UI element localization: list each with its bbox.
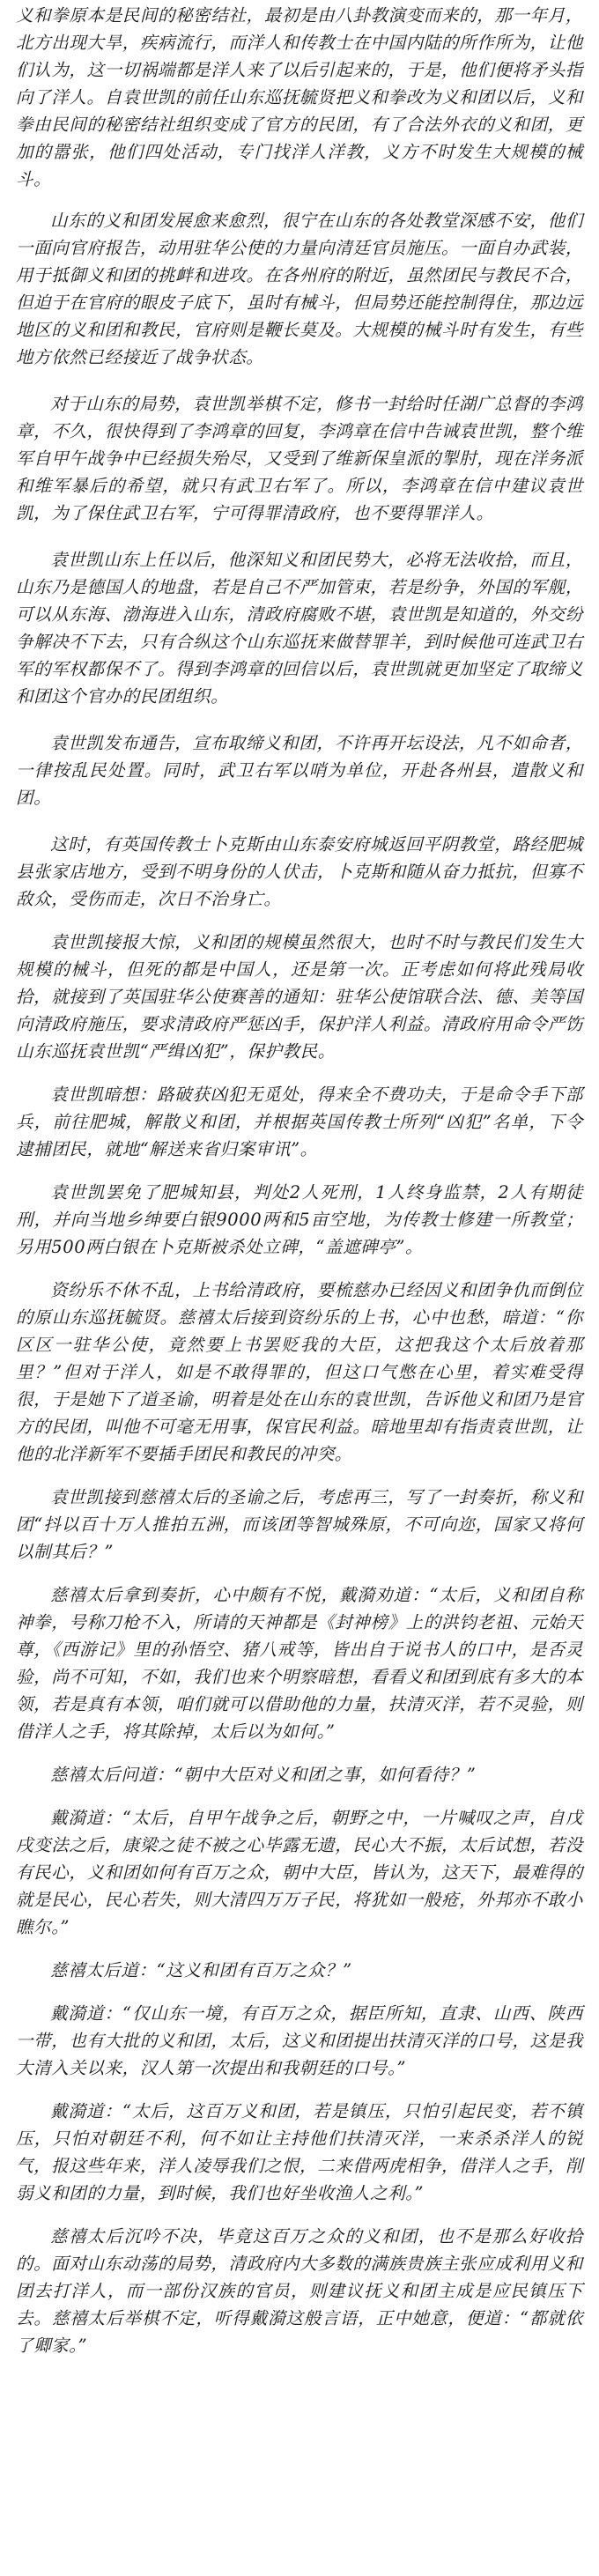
paragraph-14: 戴漪道：“太后，自甲午战争之后，朝野之中，一片喊叹之声，自戊戌变法之后，康梁之徒不被之心毕露无遗，民心大不振，太后试想，若没有民心，义和团如何有百万之众，朝中大臣，皆认为，这天下，最难得的就是民心，民心若失，则大清四万万子民，将犹如一般疮，外邦亦不敢小瞧尔。” bbox=[16, 1808, 583, 1937]
paragraph-3: 对于山东的局势，袁世凯举棋不定，修书一封给时任湖广总督的李鸿章，不久，很快得到了李鸿章的回复，李鸿章在信中告诫袁世凯，整个维军自甲午战争中已经损失殆尽，又受到了维新保皇派的掣肘，现在洋务派和维军暴后的希望，就只有武卫右军了。所以，李鸿章在信中建议袁世凯，为了保住武卫右军，宁可得罪清政府，也不要得罪洋人。 bbox=[16, 394, 583, 523]
paragraph-5: 袁世凯发布通告，宣布取缔义和团，不许再开坛设法，凡不如命者，一律按乱民处置。同时，武卫右军以哨为单位，开赴各州县，遣散义和团。 bbox=[16, 733, 583, 808]
paragraph-16: 戴漪道：“仅山东一境，有百万之众，据臣所知，直隶、山西、陕西一带，也有大批的义和团，太后，这义和团提出扶清灭洋的口号，这是我大清入关以来，汉人第一次提出和我朝廷的口号。” bbox=[16, 2003, 583, 2078]
paragraph-1: 义和拳原本是民间的秘密结社，最初是由八卦教演变而来的，那一年月，北方出现大旱，疾病流行，而洋人和传教士在中国内陆的所作所为，让他们认为，这一切祸端都是洋人来了以后引起来的，于是，他们便将矛头指向了洋人。自袁世凯的前任山东巡抚毓贤把义和拳改为义和团以后，义和拳由民间的秘密结社组织变成了官方的民团，有了合法外衣的义和团，更加的嚣张，他们四处活动，专门找洋人洋教，义方不时发生大规模的械斗。 bbox=[16, 5, 583, 189]
paragraph-6: 这时，有英国传教士卜克斯由山东泰安府城返回平阴教堂，路经肥城县张家店地方，受到不明身份的人伏击，卜克斯和随从奋力抵抗，但寡不敌众，受伤而走，次日不治身亡。 bbox=[16, 834, 583, 909]
paragraph-10: 资纷乐不休不乱，上书给清政府，要梳慈办已经因义和团争仇而倒位的原山东巡抚毓贤。慈禧太后接到资纷乐的上书，心中也愁，暗道：“你区区一驻华公使，竟然要上书罢贬我的大臣，这把我这个太后放着那里？”但对于洋人，如是不敢得罪的，但这口气憋在心里，着实难受得很，于是她下了道圣谕，明着是处在山东的袁世凯，告诉他义和团乃是官方的民团，叫他不可毫无用事，保官民利益。暗地里却有指责袁世凯，让他的北洋新军不要插手团民和教民的冲突。 bbox=[16, 1280, 583, 1464]
paragraph-7: 袁世凯接报大惊，义和团的规模虽然很大，也时不时与教民们发生大规模的械斗，但死的都是中国人，还是第一次。正考虑如何将此残局收拾，就接到了英国驻华公使赛善的通知：驻华公使馆联合法、德、美等国向清政府施压，要求清政府严惩凶手，保护洋人利益。清政府用命令严饬山东巡抚袁世凯“严缉凶犯”，保护教民。 bbox=[16, 932, 583, 1062]
paragraph-18: 慈禧太后沉吟不决，毕竟这百万之众的义和团，也不是那么好收拾的。面对山东动荡的局势，清政府内大多数的满族贵族主张应成利用义和团去打洋人，而一部份汉族的官员，则建议抚义和团主成是应民镇压下去。慈禧太后举棋不定，听得戴漪这般言语，正中她意，便道：“都就依了卿家。” bbox=[16, 2226, 583, 2356]
paragraph-12: 慈禧太后拿到奏折，心中颇有不悦，戴漪劝道：“太后，义和团自称神拳，号称刀枪不入，所请的天神都是《封神榜》上的洪钧老祖、元始天尊，《西游记》里的孙悟空、猪八戒等，皆出自于说书人的口中，是否灵验，尚不可知，不如，我们也来个明察暗想，看看义和团到底有多大的本领，若是真有本领，咱们就可以借助他的力量，扶清灭洋，若不灵验，则借洋人之手，将其除掉，太后以为如何。” bbox=[16, 1585, 583, 1742]
paragraph-2: 山东的义和团发展愈来愈烈，很宁在山东的各处教堂深感不安，他们一面向官府报告，动用驻华公使的力量向清廷官员施压。一面自办武装，用于抵御义和团的挑衅和进攻。在各州府的附近，虽然团民与教民不合，但迫于在官府的眼皮子底下，虽时有械斗，但局势还能控制得住，那边远地区的义和团和教民，官府则是鞭长莫及。大规模的械斗时有发生，有些地方依然已经接近了战争状态。 bbox=[16, 211, 583, 367]
paragraph-4: 袁世凯山东上任以后，他深知义和团民势大，必将无法收拾，而且，山东乃是德国人的地盘，若是自己不严加管束，若是纷争，外国的军舰，可以从东海、渤海进入山东，清政府腐败不堪，袁世凯是知道的，外交纷争解决不下去，只有合纵这个山东巡抚来做替罪羊，到时候他可连武卫右军的军权都保不了。得到李鸿章的回信以后，袁世凯就更加坚定了取缔义和团这个官办的民团组织。 bbox=[16, 550, 583, 707]
paragraph-13: 慈禧太后问道：“朝中大臣对义和团之事，如何看待？” bbox=[50, 1765, 477, 1785]
paragraph-9: 袁世凯罢免了肥城知县，判处2人死刑，1人终身监禁，2人有期徒刑，并向当地乡绅要白银9000两和5亩空地，为传教士修建一所教堂；另用500两白银在卜克斯被杀处立碑，“盖遮碑亭”。 bbox=[16, 1182, 583, 1257]
paragraph-8: 袁世凯暗想：路破获凶犯无觅处，得来全不费功夫，于是命令手下部兵，前往肥城，解散义和团，并根据英国传教士所列“凶犯”名单，下令逮捕团民，就地“解送来省归案审讯”。 bbox=[16, 1084, 583, 1159]
paragraph-11: 袁世凯接到慈禧太后的圣谕之后，考虑再三，写了一封奏折，称义和团“抖以百十万人推拍五洲，而该团等智城殊原，不可向迩，国家又将何以制其后？” bbox=[16, 1487, 583, 1562]
paragraph-15: 慈禧太后道：“这义和团有百万之众？” bbox=[50, 1960, 352, 1980]
paragraph-17: 戴漪道：“太后，这百万义和团，若是镇压，只怕引起民变，若不镇压，只怕对朝廷不利，何不如让主持他们扶清灭洋，一来杀杀洋人的锐气，报这些年来，洋人凌辱我们之恨，二来借两虎相争，借洋人之手，削弱义和团的力量，到时候，我们也好坐收渔人之利。” bbox=[16, 2101, 583, 2203]
